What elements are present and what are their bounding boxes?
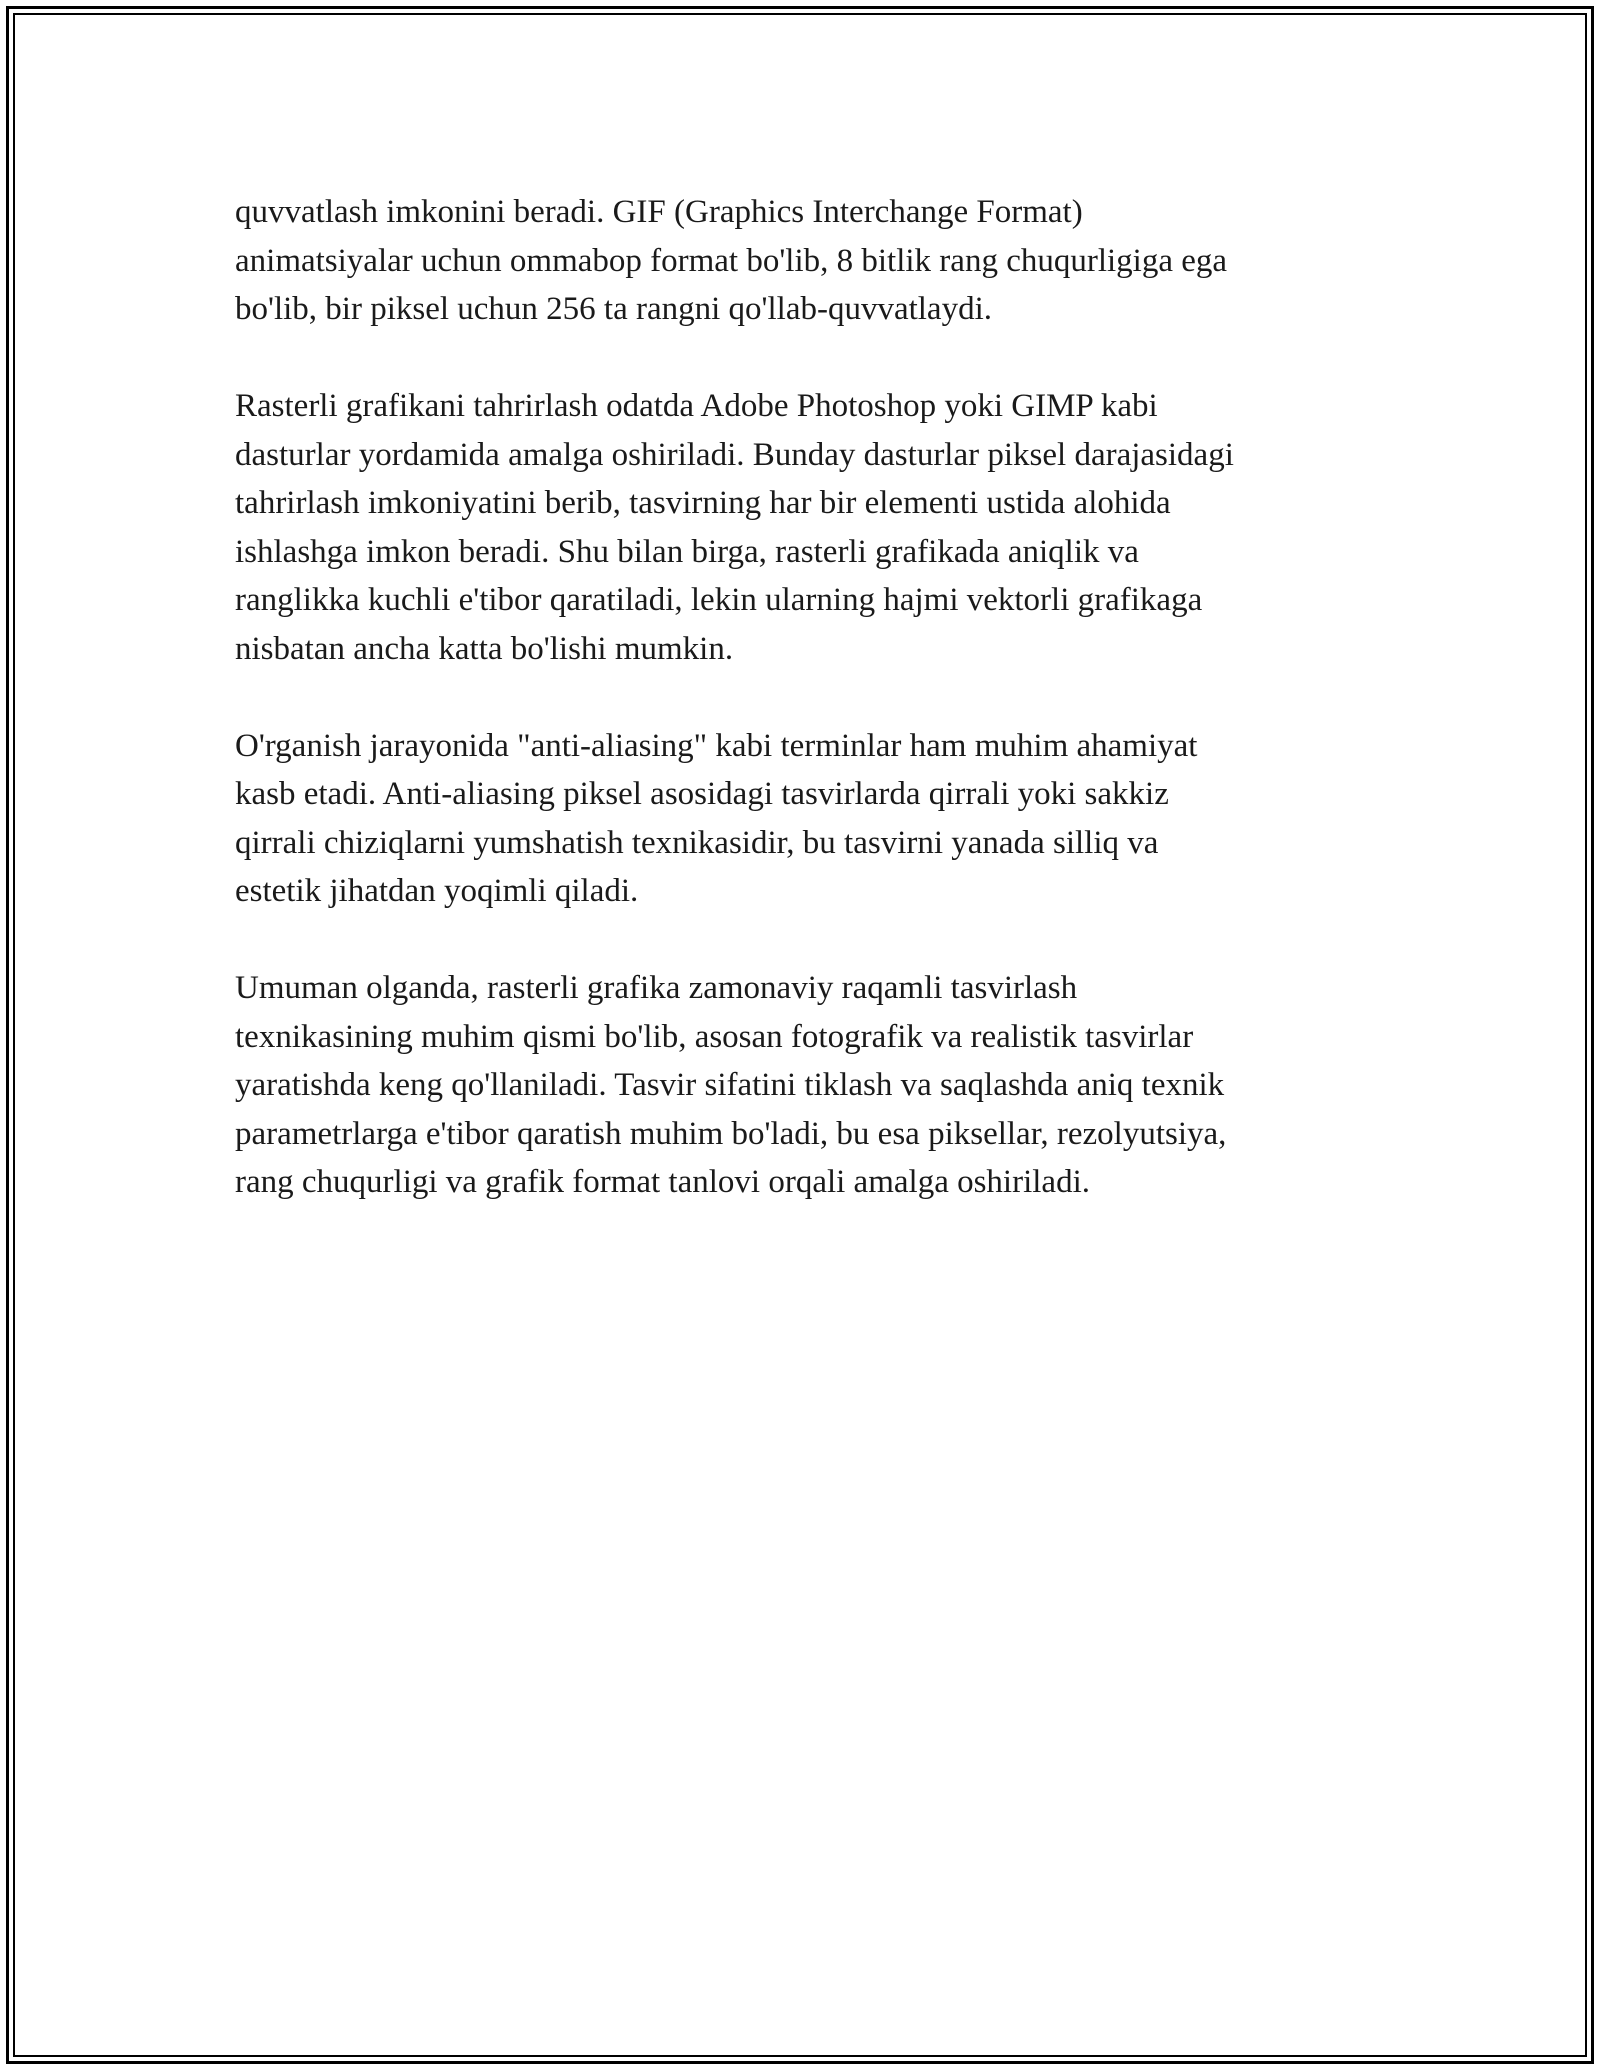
paragraph-gif-format: quvvatlash imkonini beradi. GIF (Graphics Interchange Format) animatsiyalar uchun ommabop format bo'lib, 8 bitlik rang chuqurligiga ega bo'lib, bir piksel uchun 256 ta rangni qo'llab-quvvatlaydi. (235, 194, 1228, 327)
paragraph-conclusion: Umuman olganda, rasterli grafika zamonaviy raqamli tasvirlash texnikasining muhim qismi bo'lib, asosan fotografik va realistik tasvirlar yaratishda keng qo'llaniladi. Tasvir sifatini tiklash va saqlashda aniq texnik parametrlarga e'tibor qaratish muhim bo'ladi, bu esa piksellar, rezolyutsiya, rang chuqurligi va grafik format tanlovi orqali amalga oshiriladi. (235, 970, 1227, 1200)
document-body (235, 188, 1365, 1255)
paragraph-raster-editing: Rasterli grafikani tahrirlash odatda Adobe Photoshop yoki GIMP kabi dasturlar yordamida amalga oshiriladi. Bunday dasturlar piksel darajasidagi tahrirlash imkoniyatini berib, tasvirning har bir elementi ustida alohida ishlashga imkon beradi. Shu bilan birga, rasterli grafikada aniqlik va ranglikka kuchli e'tibor qaratiladi, lekin ularning hajmi vektorli grafikaga nisbatan ancha katta bo'lishi mumkin. (235, 388, 1234, 667)
paragraph-anti-aliasing: O'rganish jarayonida "anti-aliasing" kabi terminlar ham muhim ahamiyat kasb etadi. Anti-aliasing piksel asosidagi tasvirlarda qirrali yoki sakkiz qirrali chiziqlarni yumshatish texnikasidir, bu tasvirni yanada silliq va estetik jihatdan yoqimli qiladi. (235, 727, 1198, 909)
